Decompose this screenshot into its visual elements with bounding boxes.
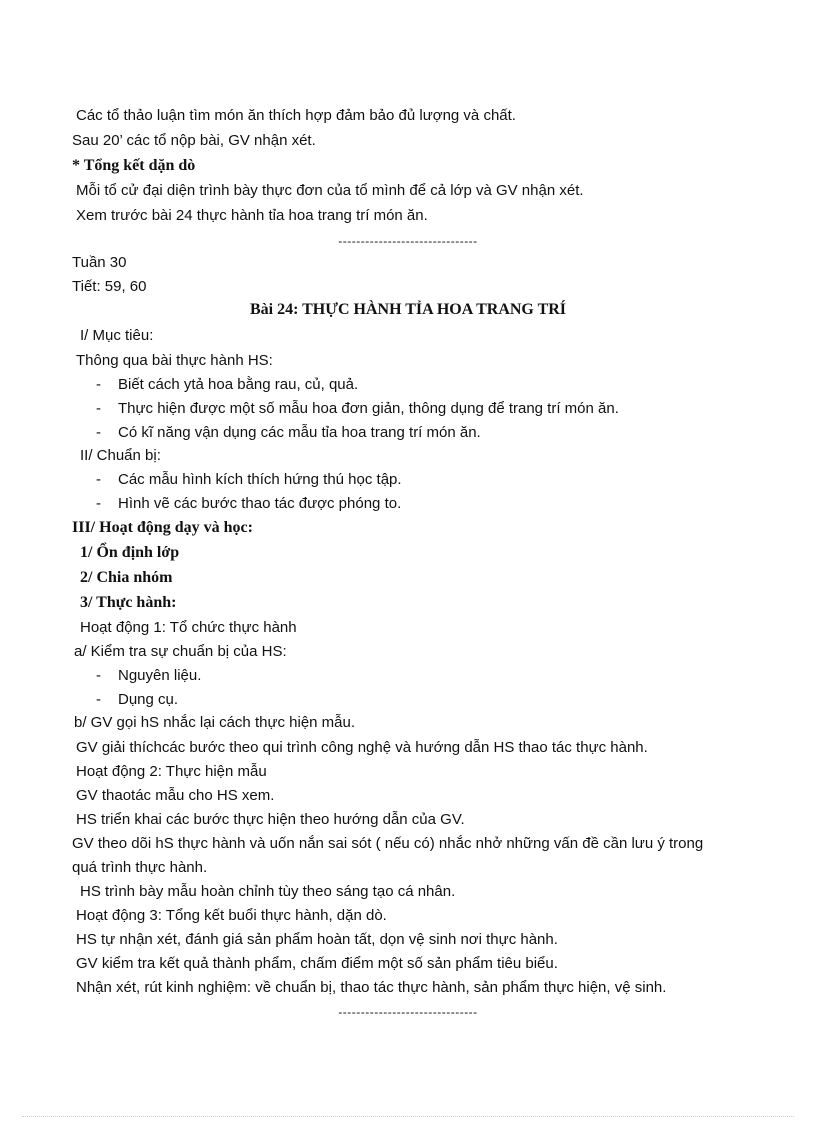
activity-heading: Hoạt động 1: Tổ chức thực hành xyxy=(80,619,297,636)
text-line: Thông qua bài thực hành HS: xyxy=(76,352,273,369)
subsection-heading: 3/ Thực hành: xyxy=(80,594,177,611)
text-line: GV theo dõi hS thực hành và uốn nắn sai sót ( nếu có) nhắc nhở những vấn đề cần lưu ý trong xyxy=(72,835,704,852)
text-line: GV giải thíchcác bước theo qui trình công nghệ và hướng dẫn HS thao tác thực hành. xyxy=(76,739,648,756)
list-item: - Biết cách ytả hoa bằng rau, củ, quả. xyxy=(96,376,359,393)
text-line: Nhận xét, rút kinh nghiệm: về chuẩn bị, thao tác thực hành, sản phẩm thực hiện, vệ sinh. xyxy=(76,979,667,996)
separator: ------------------------------- xyxy=(338,1005,478,1019)
activity-heading: Hoạt động 3: Tổng kết buổi thực hành, dặn dò. xyxy=(76,907,387,924)
text-line: a/ Kiểm tra sự chuẩn bị của HS: xyxy=(74,643,287,660)
text-line: HS tự nhận xét, đánh giá sản phẩm hoàn tất, dọn vệ sinh nơi thực hành. xyxy=(76,931,558,948)
text-line: HS triển khai các bước thực hiện theo hướng dẫn của GV. xyxy=(76,811,465,828)
section-heading: III/ Hoạt động dạy và học: xyxy=(72,519,253,536)
text-line: Các tổ thảo luận tìm món ăn thích hợp đảm bảo đủ lượng và chất. xyxy=(76,107,516,124)
section-heading: * Tổng kết dặn dò xyxy=(72,157,196,174)
list-item: - Nguyên liệu. xyxy=(96,667,202,684)
activity-heading: Hoạt động 2: Thực hiện mẫu xyxy=(76,763,267,780)
text-line: b/ GV gọi hS nhắc lại cách thực hiện mẫu. xyxy=(74,714,356,731)
periods-label: Tiết: 59, 60 xyxy=(72,278,147,295)
page-bottom-border xyxy=(22,1116,794,1117)
separator: ------------------------------- xyxy=(338,234,478,248)
text-line: GV kiểm tra kết quả thành phẩm, chấm điểm một số sản phẩm tiêu biểu. xyxy=(76,955,558,972)
subsection-heading: 1/ Ổn định lớp xyxy=(80,544,180,561)
text-line: Mỗi tổ cử đại diện trình bày thực đơn của tổ mình để cả lớp và GV nhận xét. xyxy=(76,182,584,199)
lesson-title: Bài 24: THỰC HÀNH TỈA HOA TRANG TRÍ xyxy=(249,301,567,318)
list-item: - Thực hiện được một số mẫu hoa đơn giản, thông dụng để trang trí món ăn. xyxy=(96,400,619,417)
text-line: Xem trước bài 24 thực hành tỉa hoa trang trí món ăn. xyxy=(76,207,428,224)
subsection-heading: 2/ Chia nhóm xyxy=(80,569,173,586)
list-item: - Có kĩ năng vận dụng các mẫu tỉa hoa trang trí món ăn. xyxy=(96,424,481,441)
text-line: HS trình bày mẫu hoàn chỉnh tùy theo sáng tạo cá nhân. xyxy=(80,883,456,900)
section-heading: I/ Mục tiêu: xyxy=(80,327,154,344)
week-label: Tuần 30 xyxy=(72,254,127,271)
section-heading: II/ Chuẩn bị: xyxy=(80,447,161,464)
text-line: Sau 20’ các tổ nộp bài, GV nhận xét. xyxy=(72,132,316,149)
list-item: - Các mẫu hình kích thích hứng thú học tập. xyxy=(96,471,402,488)
list-item: - Hình vẽ các bước thao tác được phóng to. xyxy=(96,495,402,512)
list-item: - Dụng cụ. xyxy=(96,691,179,708)
text-line: GV thaotác mẫu cho HS xem. xyxy=(76,787,275,804)
text-line: quá trình thực hành. xyxy=(72,859,208,876)
